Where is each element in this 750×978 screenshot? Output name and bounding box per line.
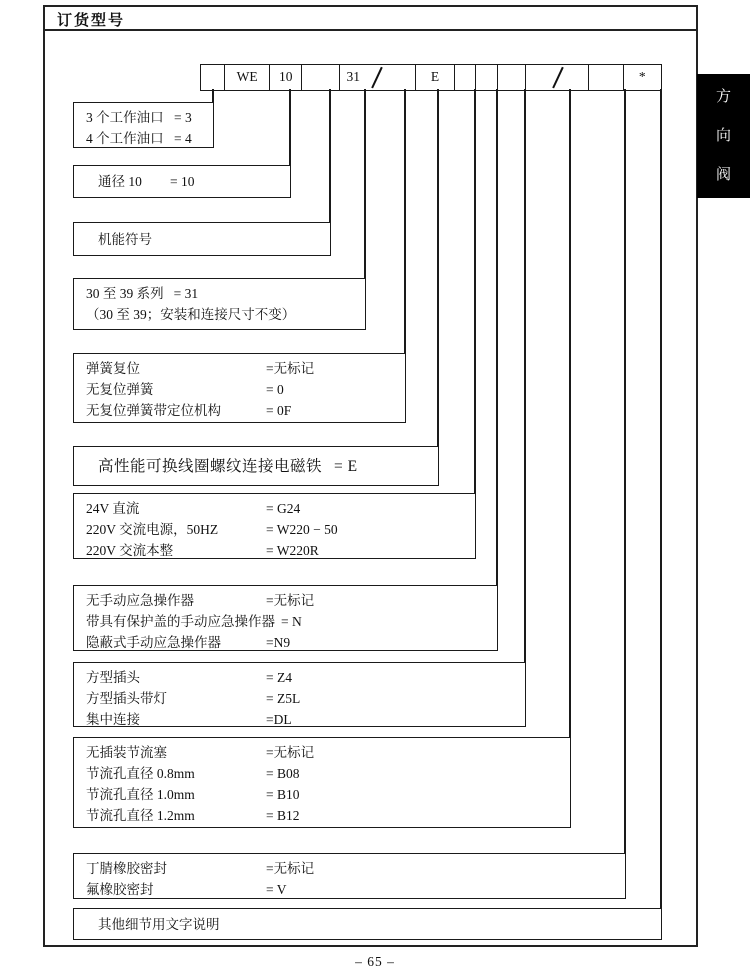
code-cell (301, 64, 341, 91)
option-code: = 3 (174, 110, 192, 125)
option-row (86, 858, 625, 879)
option-box-spool-symbol (73, 222, 331, 256)
option-row (86, 667, 525, 688)
option-box-plug-connector (73, 662, 526, 727)
slash-mark (553, 67, 564, 89)
option-box-manual-override (73, 585, 498, 651)
option-label: 无复位弹簧带定位机构 (86, 403, 221, 418)
code-cell (200, 64, 225, 91)
option-row (86, 283, 365, 304)
side-tab-directional-valve (697, 74, 750, 198)
option-label: 隐蔽式手动应急操作器 (86, 635, 221, 650)
option-row (86, 784, 570, 805)
option-label: 氟橡胶密封 (86, 882, 154, 897)
code-cell (475, 64, 498, 91)
option-row (86, 400, 405, 421)
option-code: = Z4 (266, 670, 292, 685)
option-row (86, 456, 358, 477)
option-code: = 4 (174, 131, 192, 146)
code-cell-text: * (638, 69, 646, 84)
connector-line (212, 89, 214, 103)
option-label: 无手动应急操作器 (86, 593, 194, 608)
option-row (86, 107, 213, 128)
code-cell (339, 64, 416, 91)
option-code: = 10 (170, 174, 195, 189)
side-tab-char: 方 (715, 89, 731, 105)
option-label: （30 至 39；安装和连接尺寸不变） (86, 307, 296, 322)
option-code: = B08 (266, 766, 300, 781)
code-cell (415, 64, 455, 91)
option-label: 集中连接 (86, 712, 140, 727)
option-row (86, 358, 405, 379)
option-code: =无标记 (266, 745, 315, 760)
connector-line (524, 89, 526, 663)
option-label: 弹簧复位 (86, 361, 140, 376)
option-box-throttle-insert (73, 737, 571, 828)
option-label: 220V 交流电源，50HZ (86, 522, 219, 537)
code-cell (269, 64, 302, 91)
connector-line (496, 89, 498, 586)
connector-line (404, 89, 406, 354)
option-row (86, 879, 625, 900)
code-cell-text: WE (236, 69, 258, 84)
option-row (86, 498, 475, 519)
option-box-spring-return (73, 353, 406, 423)
option-label: 节流孔直径 1.2mm (86, 808, 195, 823)
option-row (86, 688, 525, 709)
option-box-working-ports (73, 102, 214, 148)
option-label: 220V 交流本整 (86, 543, 174, 558)
option-label: 通径 10 (98, 174, 142, 189)
option-code: = N (281, 614, 302, 629)
option-row (86, 709, 525, 730)
option-label: 方型插头 (86, 670, 140, 685)
option-row (86, 519, 475, 540)
connector-line (474, 89, 476, 494)
option-label: 方型插头带灯 (86, 691, 167, 706)
option-row (86, 304, 365, 325)
option-label: 4 个工作油口 (86, 131, 164, 146)
connector-line (289, 89, 291, 166)
option-code: = B12 (266, 808, 300, 823)
side-tab-char: 阀 (715, 167, 731, 183)
option-label: 无复位弹簧 (86, 382, 154, 397)
code-cell-text: 31 (346, 69, 360, 84)
option-label: 带具有保护盖的手动应急操作器 (86, 614, 275, 629)
option-code: = B10 (266, 787, 300, 802)
option-code: =无标记 (266, 593, 315, 608)
connector-line (624, 89, 626, 854)
option-code: = Z5L (266, 691, 301, 706)
option-code: =DL (266, 712, 292, 727)
option-code: = E (334, 457, 358, 475)
option-box-seal-material (73, 853, 626, 899)
page-title: 订货型号 (57, 13, 126, 29)
connector-line (569, 89, 571, 738)
option-code: =无标记 (266, 361, 315, 376)
option-label: 其他细节用文字说明 (98, 916, 220, 932)
header-divider (43, 29, 698, 31)
option-label: 丁腈橡胶密封 (86, 861, 167, 876)
slash-mark (372, 67, 383, 89)
connector-line (437, 89, 439, 447)
option-code: = 0 (266, 382, 284, 397)
option-row (86, 590, 497, 611)
option-row (86, 742, 570, 763)
option-row (86, 128, 213, 149)
option-code: = W220R (266, 543, 319, 558)
option-label: 高性能可换线圈螺纹连接电磁铁 (98, 457, 323, 475)
connector-line (660, 89, 662, 909)
code-cell (588, 64, 624, 91)
option-box-nominal-size (73, 165, 291, 198)
option-code: =无标记 (266, 861, 315, 876)
code-cell (454, 64, 477, 91)
connector-line (364, 89, 366, 279)
option-label: 3 个工作油口 (86, 110, 164, 125)
option-row (86, 540, 475, 561)
option-label: 节流孔直径 1.0mm (86, 787, 195, 802)
option-label: 无插装节流塞 (86, 745, 167, 760)
code-cell-text: 10 (278, 69, 293, 84)
option-box-other-details (73, 908, 662, 940)
option-code: = V (266, 882, 287, 897)
connector-line (329, 89, 331, 223)
code-cell-text: E (430, 69, 440, 84)
option-label: 30 至 39 系列 (86, 286, 164, 301)
option-box-voltage (73, 493, 476, 559)
option-row (86, 914, 220, 935)
option-code: = W220 − 50 (266, 522, 338, 537)
code-cell (497, 64, 527, 91)
option-box-series (73, 278, 366, 330)
option-row (86, 632, 497, 653)
option-row (86, 805, 570, 826)
option-label: 节流孔直径 0.8mm (86, 766, 195, 781)
option-label: 24V 直流 (86, 501, 140, 516)
option-box-solenoid-type (73, 446, 439, 486)
option-code: =N9 (266, 635, 291, 650)
code-cell (623, 64, 662, 91)
option-label: 机能符号 (98, 231, 152, 247)
option-row (86, 611, 497, 632)
option-code: = 31 (173, 286, 199, 301)
option-row (86, 229, 152, 250)
option-row (86, 171, 195, 192)
page-number: – 65 – (355, 954, 395, 969)
option-code: = G24 (266, 501, 301, 516)
option-code: = 0F (266, 403, 292, 418)
option-row (86, 763, 570, 784)
option-row (86, 379, 405, 400)
code-cell (525, 64, 589, 91)
side-tab-char: 向 (715, 128, 731, 144)
code-cell (224, 64, 271, 91)
ordering-code-strip (200, 64, 662, 91)
